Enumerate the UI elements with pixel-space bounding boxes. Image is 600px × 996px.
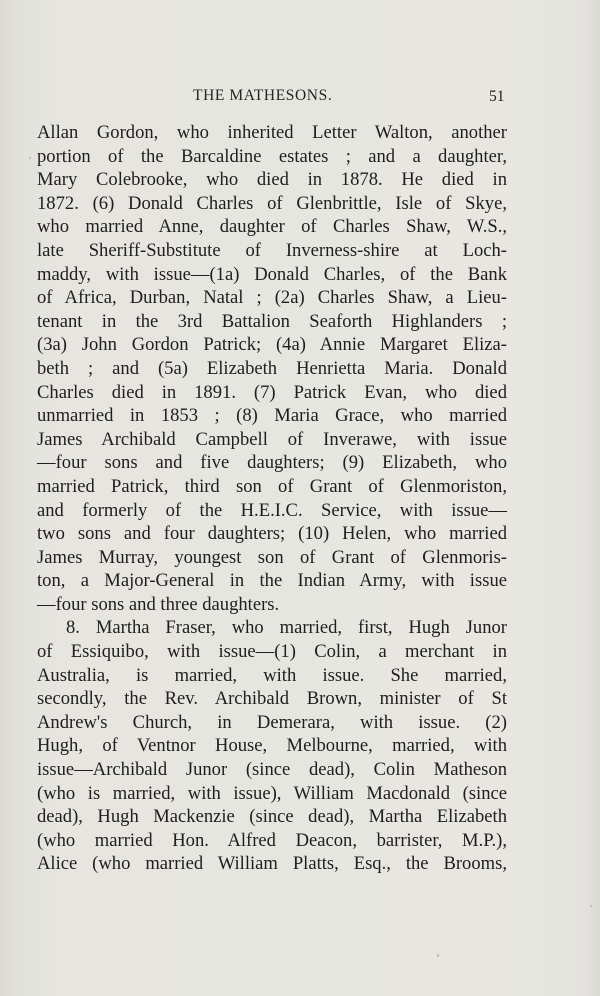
text-line: of Africa, Durban, Natal ; (2a) Charles Shaw, a Lieu- <box>37 287 507 309</box>
text-line: dead), Hugh Mackenzie (since dead), Martha Elizabeth <box>37 806 507 828</box>
text-line: beth ; and (5a) Elizabeth Henrietta Maria. Donald <box>37 357 507 379</box>
text-line: married Patrick, third son of Grant of Glenmoriston, <box>37 475 507 497</box>
text-line: Australia, is married, with issue. She married, <box>37 664 507 686</box>
page-number: 51 <box>489 88 505 105</box>
text-line: (3a) John Gordon Patrick; (4a) Annie Margaret Eliza- <box>37 334 507 356</box>
text-line: unmarried in 1853 ; (8) Maria Grace, who married <box>37 405 507 427</box>
text-line: Andrew's Church, in Demerara, with issue. (2) <box>37 711 507 733</box>
text-line: tenant in the 3rd Battalion Seaforth Highlanders ; <box>37 310 507 332</box>
paragraph-start-line: 8. Martha Fraser, who married, first, Hugh Junor <box>66 617 507 639</box>
text-line: Hugh, of Ventnor House, Melbourne, married, with <box>37 735 507 757</box>
text-line: secondly, the Rev. Archibald Brown, minister of St <box>37 688 507 710</box>
text-line: late Sheriff-Substitute of Inverness-shire at Loch- <box>37 239 507 261</box>
paper-speck <box>29 157 31 159</box>
text-line: of Essiquibo, with issue—(1) Colin, a merchant in <box>37 641 507 663</box>
text-line: ton, a Major-General in the Indian Army, with issue <box>37 570 507 592</box>
running-head <box>0 87 600 107</box>
text-line: James Murray, youngest son of Grant of Glenmoris- <box>37 546 507 568</box>
paper-speck <box>590 905 592 907</box>
text-line: (who married Hon. Alfred Deacon, barrister, M.P.), <box>37 829 507 851</box>
text-line: (who is married, with issue), William Macdonald (since <box>37 782 507 804</box>
text-line: Charles died in 1891. (7) Patrick Evan, who died <box>37 381 507 403</box>
text-line: James Archibald Campbell of Inverawe, with issue <box>37 428 507 450</box>
text-line: issue—Archibald Junor (since dead), Colin Matheson <box>37 759 507 781</box>
text-line: maddy, with issue—(1a) Donald Charles, of the Bank <box>37 263 507 285</box>
text-line: Allan Gordon, who inherited Letter Walton, another <box>37 122 507 143</box>
text-line: 1872. (6) Donald Charles of Glenbrittle, Isle of Skye, <box>37 192 507 214</box>
text-line: two sons and four daughters; (10) Helen, who married <box>37 523 507 545</box>
text-line: who married Anne, daughter of Charles Shaw, W.S., <box>37 216 507 238</box>
body-text <box>37 121 507 876</box>
text-line: and formerly of the H.E.I.C. Service, with issue— <box>37 499 507 521</box>
text-line: Mary Colebrooke, who died in 1878. He died in <box>37 169 507 191</box>
paragraph-end-line: —four sons and three daughters. <box>37 593 280 615</box>
running-title: THE MATHESONS. <box>193 87 333 104</box>
text-line: —four sons and five daughters; (9) Elizabeth, who <box>37 452 507 474</box>
paper-speck <box>437 954 439 957</box>
text-line: Alice (who married William Platts, Esq., the Brooms, <box>37 853 507 875</box>
text-line: portion of the Barcaldine estates ; and a daughter, <box>37 145 507 167</box>
